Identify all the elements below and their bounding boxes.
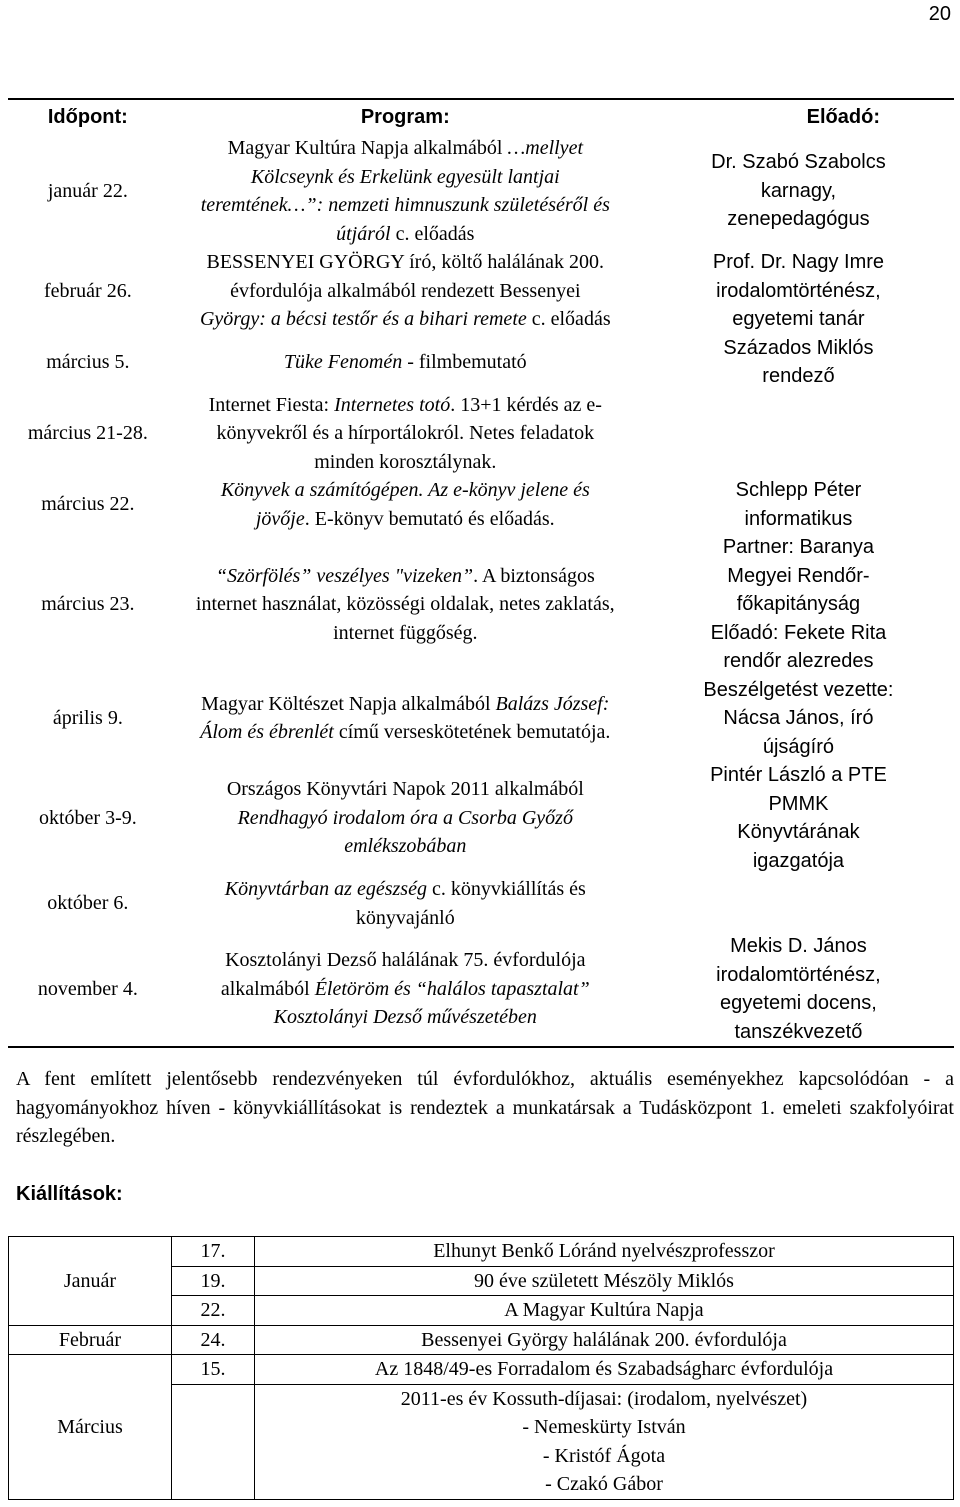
exhibition-month: Január <box>9 1237 172 1326</box>
header-program: Program: <box>360 106 450 128</box>
event-program <box>168 334 643 391</box>
program-line <box>168 590 643 619</box>
event-performer <box>643 533 954 676</box>
program-line <box>168 391 643 420</box>
program-line <box>168 975 643 1004</box>
exhibition-topic <box>255 1384 954 1499</box>
event-date-text: november 4. <box>37 977 138 1000</box>
program-text: könyvekről és a hírportálokról. Netes feladatok <box>216 422 595 444</box>
event-date-text: október 3-9. <box>38 806 137 829</box>
exhibitions-heading: Kiállítások: <box>16 1183 123 1205</box>
program-row <box>8 248 954 334</box>
performer-line: Százados Miklós <box>723 336 874 359</box>
event-program <box>168 533 643 676</box>
exhibition-topic-line: Az 1848/49-es Forradalom és Szabadságharc évfordulója <box>374 1358 834 1380</box>
header-performer: Előadó: <box>806 106 880 128</box>
program-text: internet függőség. <box>333 621 478 644</box>
event-performer <box>643 248 954 334</box>
program-line <box>168 476 643 505</box>
performer-line: informatikus <box>744 507 853 530</box>
exhibition-topic-line: 2011-es év Kossuth-díjasai: (irodalom, nyelvészet) <box>400 1387 808 1410</box>
program-row <box>8 932 954 1046</box>
performer-line: újságíró <box>762 735 835 758</box>
performer-line: Partner: Baranya <box>722 536 875 558</box>
event-program <box>168 134 643 248</box>
performer-line: Prof. Dr. Nagy Imre <box>712 251 885 273</box>
program-text: . A biztonságos <box>473 564 595 587</box>
performer-line: Beszélgetést vezette: <box>703 678 894 701</box>
program-line <box>168 946 643 975</box>
exhibition-topic-line: A Magyar Kultúra Napja <box>504 1299 704 1321</box>
performer-line: Könyvtárának <box>737 821 860 843</box>
program-title-italic: teremtének…”: nemzeti himnuszunk születéséről és <box>200 194 610 216</box>
performer-line: tanszékvezető <box>734 1020 863 1043</box>
performer-line: igazgatója <box>752 849 845 872</box>
event-program <box>168 761 643 875</box>
performer-line: irodalomtörténész, <box>716 279 881 302</box>
exhibition-row <box>9 1325 954 1355</box>
event-performer <box>643 932 954 1046</box>
program-title-italic: Rendhagyó irodalom óra a Csorba Győző <box>237 806 573 829</box>
program-row <box>8 761 954 875</box>
exhibition-topic <box>255 1355 954 1385</box>
exhibition-topic-line: Elhunyt Benkő Lóránd nyelvészprofesszor <box>433 1240 775 1262</box>
program-row <box>8 391 954 477</box>
exhibition-month: Március <box>9 1355 172 1500</box>
program-text: internet használat, közösségi oldalak, netes zaklatás, <box>195 593 615 615</box>
event-performer <box>643 761 954 875</box>
exhibition-topic-line: 90 éve született Mészöly Miklós <box>474 1269 734 1292</box>
program-line <box>168 1003 643 1032</box>
program-line <box>168 248 643 277</box>
program-line <box>168 832 643 861</box>
exhibition-day <box>172 1384 255 1499</box>
program-title-italic: Tüke Fenomén <box>283 350 403 373</box>
program-line <box>168 619 643 648</box>
performer-line: egyetemi tanár <box>732 308 865 330</box>
program-line <box>168 875 643 904</box>
performer-line: rendőr alezredes <box>723 650 874 672</box>
program-row <box>8 875 954 932</box>
event-date <box>8 248 168 334</box>
performer-line: Nácsa János, író <box>723 707 874 729</box>
program-line <box>168 562 643 591</box>
performer-line: Dr. Szabó Szabolcs <box>711 151 886 174</box>
program-title-italic: emlékszobában <box>344 835 467 858</box>
event-program <box>168 676 643 762</box>
program-title-italic: útjáról <box>336 222 391 245</box>
program-line <box>168 348 643 377</box>
program-line <box>168 419 643 448</box>
program-row <box>8 334 954 391</box>
program-line <box>168 277 643 306</box>
event-program <box>168 391 643 477</box>
program-table <box>8 98 954 1048</box>
event-date <box>8 761 168 875</box>
program-line <box>168 690 643 719</box>
program-title-italic: Internetes totó <box>334 393 451 416</box>
event-date-text: október 6. <box>47 892 129 915</box>
event-date-text: április 9. <box>52 707 123 729</box>
event-program <box>168 932 643 1046</box>
event-date-text: március 23. <box>41 593 135 615</box>
exhibition-day: 24. <box>172 1325 255 1355</box>
table-bottom-rule <box>8 1046 954 1047</box>
event-date <box>8 676 168 762</box>
event-performer <box>643 875 954 932</box>
program-row <box>8 533 954 676</box>
performer-line: egyetemi docens, <box>720 992 877 1014</box>
program-text: évfordulója alkalmából rendezett Bessenyei <box>230 279 581 302</box>
program-text: - filmbemutató <box>402 350 527 373</box>
event-program <box>168 248 643 334</box>
exhibition-topic-line: - Kristóf Ágota <box>542 1444 666 1467</box>
program-text: c. előadás <box>526 308 611 330</box>
exhibition-topic-line: - Nemeskürty István <box>522 1416 686 1438</box>
event-performer <box>643 334 954 391</box>
program-title-italic: Életöröm és “halálos tapasztalat” <box>314 977 590 1000</box>
performer-line: PMMK <box>768 792 829 815</box>
program-title-italic: György: a bécsi testőr és a bihari remete <box>199 308 527 330</box>
event-date <box>8 533 168 676</box>
event-date-text: március 22. <box>41 493 135 516</box>
program-title-italic: Könyvtárban az egészség <box>224 878 427 900</box>
header-date: Időpont: <box>47 106 128 128</box>
event-performer <box>643 676 954 762</box>
exhibition-month: Február <box>9 1325 172 1355</box>
performer-line: Megyei Rendőr- <box>727 564 870 587</box>
performer-line: zenepedagógus <box>727 208 870 231</box>
program-text: Magyar Költészet Napja alkalmából <box>201 692 496 715</box>
program-text: c. előadás <box>390 222 475 245</box>
event-date-text: január 22. <box>47 179 128 202</box>
event-performer <box>643 476 954 533</box>
event-date-text: március 21-28. <box>27 422 148 444</box>
exhibition-topic <box>255 1266 954 1296</box>
event-date-text: március 5. <box>46 350 130 373</box>
event-date <box>8 476 168 533</box>
exhibition-topic <box>255 1325 954 1355</box>
exhibition-topic-line: Bessenyei György halálának 200. évfordulója <box>421 1328 787 1351</box>
program-text: alkalmából <box>220 977 315 1000</box>
summary-paragraph: A fent említett jelentősebb rendezvényeken túl évfordulókhoz, aktuális eseményekhez kapcsolódóan - a hagyományokhoz híven - könyvkiállításokat is rendeztek a munkatársak a Tudásközpont 1. emeleti szakfolyóirat részlegében. <box>16 1068 954 1147</box>
program-line <box>168 305 643 334</box>
event-performer <box>643 134 954 248</box>
program-line <box>168 134 643 163</box>
exhibition-topic <box>255 1237 954 1267</box>
exhibition-topic <box>255 1296 954 1326</box>
program-line <box>168 718 643 747</box>
program-line <box>168 505 643 534</box>
event-date <box>8 134 168 248</box>
table-header-row <box>8 100 954 134</box>
exhibition-row <box>9 1237 954 1267</box>
event-program <box>168 476 643 533</box>
program-title-italic: Kölcseynk és Erkelünk egyesült lantjai <box>250 165 560 188</box>
performer-line: karnagy, <box>760 179 837 202</box>
program-text: Internet Fiesta: <box>208 393 335 416</box>
performer-line: Schlepp Péter <box>735 479 862 501</box>
exhibition-day: 19. <box>172 1266 255 1296</box>
program-line <box>168 904 643 933</box>
program-row <box>8 134 954 248</box>
program-text: Magyar Kultúra Napja alkalmából <box>227 137 508 159</box>
program-text: című verseskötetének bemutatója. <box>333 721 611 744</box>
exhibition-day: 15. <box>172 1355 255 1385</box>
exhibition-row <box>9 1355 954 1385</box>
program-line <box>168 775 643 804</box>
program-text: . 13+1 kérdés az e- <box>450 393 602 416</box>
program-line <box>168 163 643 192</box>
exhibition-day: 17. <box>172 1237 255 1267</box>
program-row <box>8 476 954 533</box>
event-date <box>8 875 168 932</box>
event-date-text: február 26. <box>43 279 132 302</box>
page-number: 20 <box>928 3 951 25</box>
performer-line: rendező <box>762 365 835 387</box>
event-date <box>8 391 168 477</box>
program-text: Országos Könyvtári Napok 2011 alkalmából <box>226 778 584 801</box>
program-title-italic: “Szörfölés” veszélyes "vizeken” <box>215 564 474 587</box>
event-date <box>8 334 168 391</box>
program-text: könyvajánló <box>355 906 455 929</box>
performer-line: Mekis D. János <box>730 935 867 957</box>
performer-line: főkapitányság <box>736 593 861 615</box>
program-title-italic: …mellyet <box>507 137 583 159</box>
exhibitions-table <box>8 1236 954 1500</box>
performer-line: Pintér László a PTE <box>710 764 887 786</box>
program-title-italic: Kosztolányi Dezső művészetében <box>273 1006 537 1029</box>
program-text: c. könyvkiállítás és <box>426 878 586 900</box>
event-performer <box>643 391 954 477</box>
program-title-italic: Álom és ébrenlét <box>200 721 334 744</box>
program-text: minden korosztálynak. <box>314 450 497 473</box>
event-program <box>168 875 643 932</box>
program-text: BESSENYEI GYÖRGY író, költő halálának 200. <box>206 251 605 273</box>
program-title-italic: Balázs József: <box>495 692 610 715</box>
performer-line: irodalomtörténész, <box>716 963 881 986</box>
program-text: Kosztolányi Dezső halálának 75. évfordulója <box>225 949 586 972</box>
program-title-italic: jövője <box>255 507 305 530</box>
program-line <box>168 191 643 220</box>
program-line <box>168 220 643 249</box>
program-line <box>168 804 643 833</box>
program-row <box>8 676 954 762</box>
exhibition-day: 22. <box>172 1296 255 1326</box>
program-line <box>168 448 643 477</box>
program-title-italic: Könyvek a számítógépen. Az e-könyv jelene és <box>220 479 590 501</box>
event-date <box>8 932 168 1046</box>
exhibition-topic-line: - Czakó Gábor <box>545 1473 663 1495</box>
performer-line: Előadó: Fekete Rita <box>710 621 887 644</box>
program-text: . E-könyv bemutató és előadás. <box>304 507 555 530</box>
